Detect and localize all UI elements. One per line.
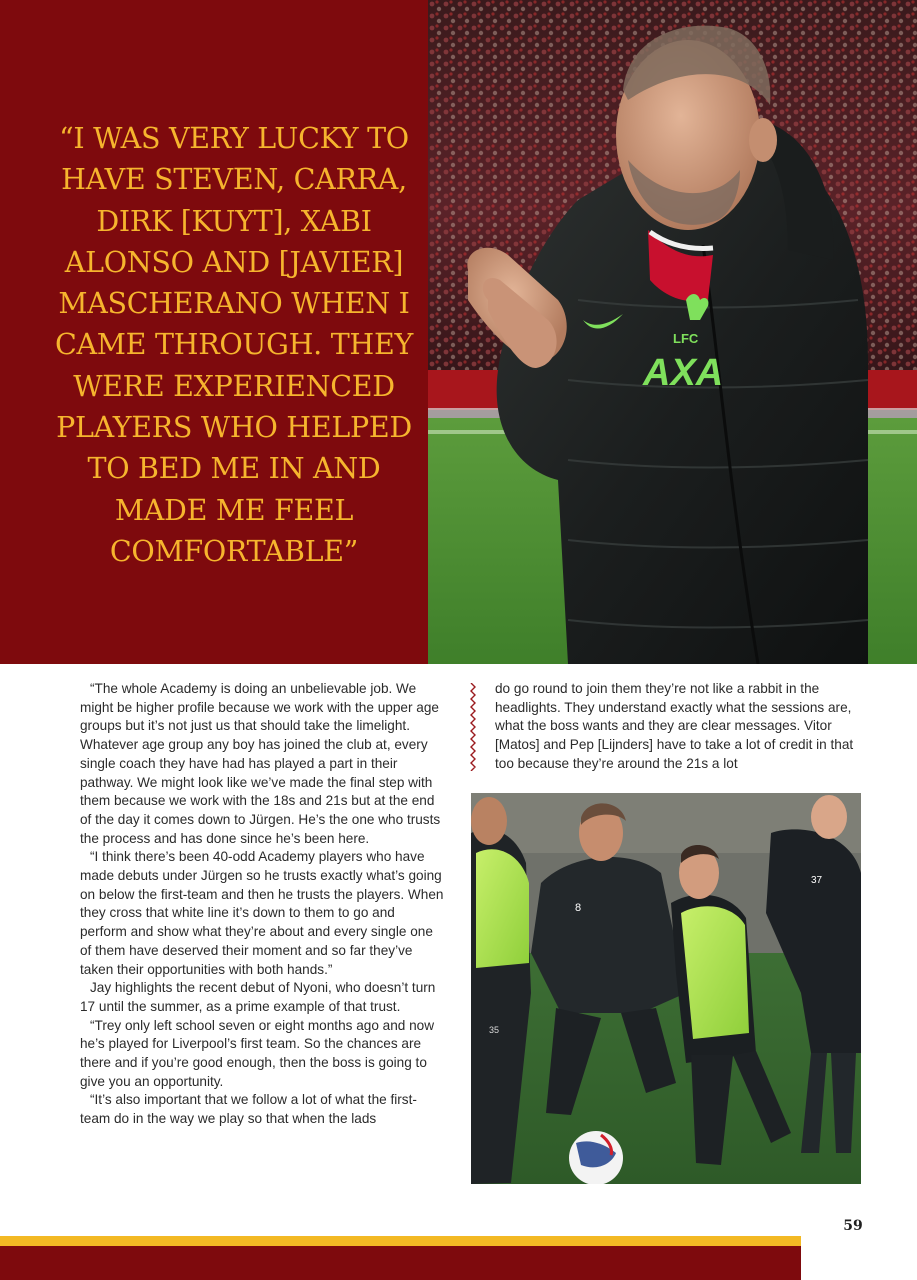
article-column-left bbox=[80, 680, 444, 1129]
footer-gold-stripe bbox=[0, 1236, 801, 1246]
paragraph: “The whole Academy is doing an unbelievable job. We might be higher profile because we work with the upper age groups but it’s not just us that should take the limelight. Whatever age group any boy has joined the club at, every single coach they have had has played a part in their pathway. We might look like we’ve made the final step with them because we work with the 18s and 21s but at the end of the day it comes down to Jürgen. He’s the one who trusts the process and has done since he’s been here. bbox=[80, 681, 441, 846]
pull-quote: “I WAS VERY LUCKY TO HAVE STEVEN, CARRA, DIRK [KUYT], XABI ALONSO AND [JAVIER] MASCHERANO WHEN I CAME THROUGH. THEY WERE EXPERIENCED PLAYERS WHO HELPED TO BED ME IN AND MADE ME FEEL COMFORTABLE” bbox=[55, 122, 413, 568]
paragraph: “It’s also important that we follow a lot of what the first-team do in the way we play so that when the lads bbox=[80, 1092, 417, 1127]
pull-quote-panel bbox=[0, 0, 428, 664]
sponsor-text: AXA bbox=[643, 352, 724, 394]
shirt-number: 8 bbox=[575, 902, 582, 914]
column-divider-ornament bbox=[469, 683, 477, 771]
paragraph: “Trey only left school seven or eight months ago and now he’s played for Liverpool’s first team. So the chances are there and if you’re good enough, then the boss is going to give you an opportunity. bbox=[80, 1017, 435, 1089]
paragraph: Jay highlights the recent debut of Nyoni, who doesn’t turn 17 until the summer, as a prime example of that trust. bbox=[80, 980, 436, 1014]
paragraph: “I think there’s been 40-odd Academy players who have made debuts under Jürgen so he trusts exactly what’s going on below the first-team and then he trusts the players. When they cross that white line it’s down to them to go and perform and show what they’re about and every single one of them have deserved their moment and so far they’ve taken their opportunities with both hands.” bbox=[80, 849, 444, 977]
paragraph: do go round to join them they’re not like a rabbit in the headlights. They understand exactly what the sessions are, what the boss wants and they are clear messages. Vitor [Matos] and Pep [Lijnders] have to take a lot of credit in that too because they’re around the 21s a lot bbox=[495, 681, 854, 771]
article-column-right bbox=[495, 680, 861, 774]
training-photo bbox=[471, 793, 861, 1184]
page-number: 59 bbox=[843, 1218, 863, 1234]
shirt-number: 37 bbox=[811, 875, 823, 886]
coach-photo bbox=[428, 0, 917, 664]
crest-text: LFC bbox=[673, 331, 699, 346]
footer-claret-band bbox=[0, 1246, 801, 1280]
shirt-number: 35 bbox=[489, 1025, 500, 1035]
